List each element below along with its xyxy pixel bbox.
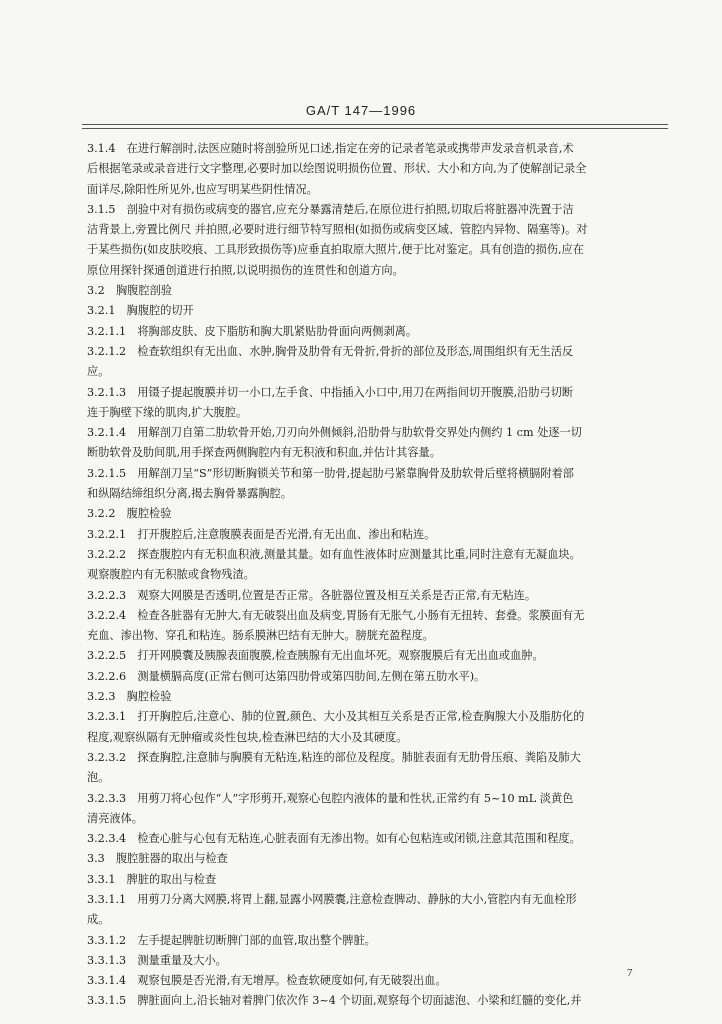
text-line: 3.1.5 剖验中对有损伤或病变的器官,应充分暴露清楚后,在原位进行拍照,切取后将脏器冲洗置于洁: [87, 202, 574, 216]
text-line: 后根据笔录或录音进行文字整理,必要时加以绘图说明损伤位置、形状、大小和方向,为了使解剖记录全: [87, 162, 587, 176]
text-line: 3.2.3 胸腔检验: [87, 690, 172, 704]
text-line: 程度,观察纵隔有无肿瘤或炎性包块,检查淋巴结的大小及其硬度。: [87, 730, 408, 744]
body-text: [87, 139, 667, 1012]
text-line: 3.2.2.5 打开网膜囊及胰腺表面腹膜,检查胰腺有无出血坏死。观察腹膜后有无出血或血肿。: [87, 649, 544, 663]
text-line: 观察腹腔内有无积脓或食物残渣。: [87, 568, 255, 582]
header-rule: [82, 124, 668, 125]
text-line: 充血、渗出物、穿孔和粘连。肠系膜淋巴结有无肿大。膀胱充盈程度。: [87, 629, 434, 643]
text-line: 3.3.1.5 脾脏面向上,沿长轴对着脾门依次作 3~4 个切面,观察每个切面滤泡、小梁和红髓的变化,并: [87, 994, 582, 1008]
text-line: 连于胸壁下缘的肌肉,扩大腹腔。: [87, 405, 248, 419]
text-line: 断肋软骨及肋间肌,用手探查两侧胸腔内有无积液和积血,并估计其容量。: [87, 446, 441, 460]
text-line: 3.2.3.3 用剪刀将心包作“人”字形剪开,观察心包腔内液体的量和性状,正常约有 5~10 mL 淡黄色: [87, 791, 574, 805]
text-line: 和纵隔结缔组织分离,揭去胸骨暴露胸腔。: [87, 487, 292, 501]
text-line: 3.2.1.3 用镊子提起腹膜并切一小口,左手食、中指插入小口中,用刀在两指间切开腹膜,沿肋弓切断: [87, 385, 574, 399]
text-line: 泡。: [87, 771, 110, 785]
text-line: 3.2.1.2 检查软组织有无出血、水肿,胸骨及肋骨有无骨折,骨折的部位及形态,周围组织有无生活反: [87, 344, 574, 358]
text-line: 面详尽,除阳性所见外,也应写明某些阴性情况。: [87, 182, 318, 196]
header-rule-secondary: [82, 128, 668, 129]
text-line: 洁背景上,旁置比例尺 并拍照,必要时进行细节特写照相(如损伤或病变区域、管腔内异物、隔塞等)。对: [87, 223, 588, 237]
text-line: 3.2.2.6 测量横膈高度(正常右侧可达第四肋骨或第四肋间,左侧在第五肋水平)。: [87, 669, 486, 683]
text-line: 3.3.1.2 左手提起脾脏切断脾门部的血管,取出整个脾脏。: [87, 933, 376, 947]
text-line: 于某些损伤(如皮肤咬痕、工具形致损伤等)应垂直拍取原大照片,便于比对鉴定。具有创造的损伤,应在: [87, 243, 584, 257]
text-line: 3.2.3.2 探查胸腔,注意肺与胸膜有无粘连,粘连的部位及程度。肺脏表面有无肋骨压痕、粪陷及肺大: [87, 750, 581, 764]
text-line: 3.2.2.1 打开腹腔后,注意腹膜表面是否光滑,有无出血、渗出和粘连。: [87, 527, 436, 541]
text-line: 成。: [87, 913, 110, 927]
text-line: 3.3.1.4 观察包膜是否光滑,有无增厚。检查软硬度如何,有无破裂出血。: [87, 974, 447, 988]
text-line: 3.2.1.4 用解剖刀自第二肋软骨开始,刀刃向外侧倾斜,沿肋骨与肋软骨交界处内侧约 1 cm 处逐一切: [87, 426, 582, 440]
text-line: 3.2.1 胸腹腔的切开: [87, 304, 194, 318]
text-line: 3.2.3.1 打开胸腔后,注意心、肺的位置,颜色、大小及其相互关系是否正常,检查胸腺大小及脂肪化的: [87, 710, 585, 724]
text-line: 3.2.2 腹腔检验: [87, 507, 172, 521]
text-line: 3.2.3.4 检查心脏与心包有无粘连,心脏表面有无渗出物。如有心包粘连或闭锁,注意其范围和程度。: [87, 832, 581, 846]
text-line: 应。: [87, 365, 110, 379]
text-line: 3.2.1.1 将胸部皮肤、皮下脂肪和胸大肌紧贴肋骨面向两侧剥离。: [87, 324, 418, 338]
text-line: 3.2.2.2 探查腹腔内有无积血积液,测量其量。如有血性液体时应测量其比重,同时注意有无凝血块。: [87, 547, 581, 561]
text-line: 原位用探针探通创道进行拍照,以说明损伤的连贯性和创道方向。: [87, 263, 404, 277]
text-line: 3.3 腹腔脏器的取出与检查: [87, 852, 228, 866]
text-line: 3.3.1.3 测量重量及大小。: [87, 953, 227, 967]
page-number: 7: [627, 967, 633, 979]
text-line: 3.2 胸腹腔剖验: [87, 284, 172, 298]
text-line: 3.1.4 在进行解剖时,法医应随时将剖验所见口述,指定在旁的记录者笔录或携带声发录音机录音,术: [87, 142, 574, 155]
text-line: 3.2.2.3 观察大网膜是否透明,位置是否正常。各脏器位置及相互关系是否正常,有无粘连。: [87, 588, 537, 602]
text-line: 3.2.2.4 检查各脏器有无肿大,有无破裂出血及病变,胃肠有无胀气,小肠有无扭转、套叠。浆膜面有无: [87, 608, 585, 622]
standard-code-header: GA/T 147—1996: [305, 103, 417, 118]
text-line: 3.2.1.5 用解剖刀呈“S”形切断胸锁关节和第一肋骨,提起肋弓紧靠胸骨及肋软骨后壁将横膈附着部: [87, 466, 574, 480]
text-line: 3.3.1.1 用剪刀分离大网膜,将胃上翻,显露小网膜囊,注意检查脾动、静脉的大小,管腔内有无血栓形: [87, 892, 577, 906]
text-line: 3.3.1 脾脏的取出与检查: [87, 872, 217, 886]
text-line: 清亮液体。: [87, 811, 143, 825]
